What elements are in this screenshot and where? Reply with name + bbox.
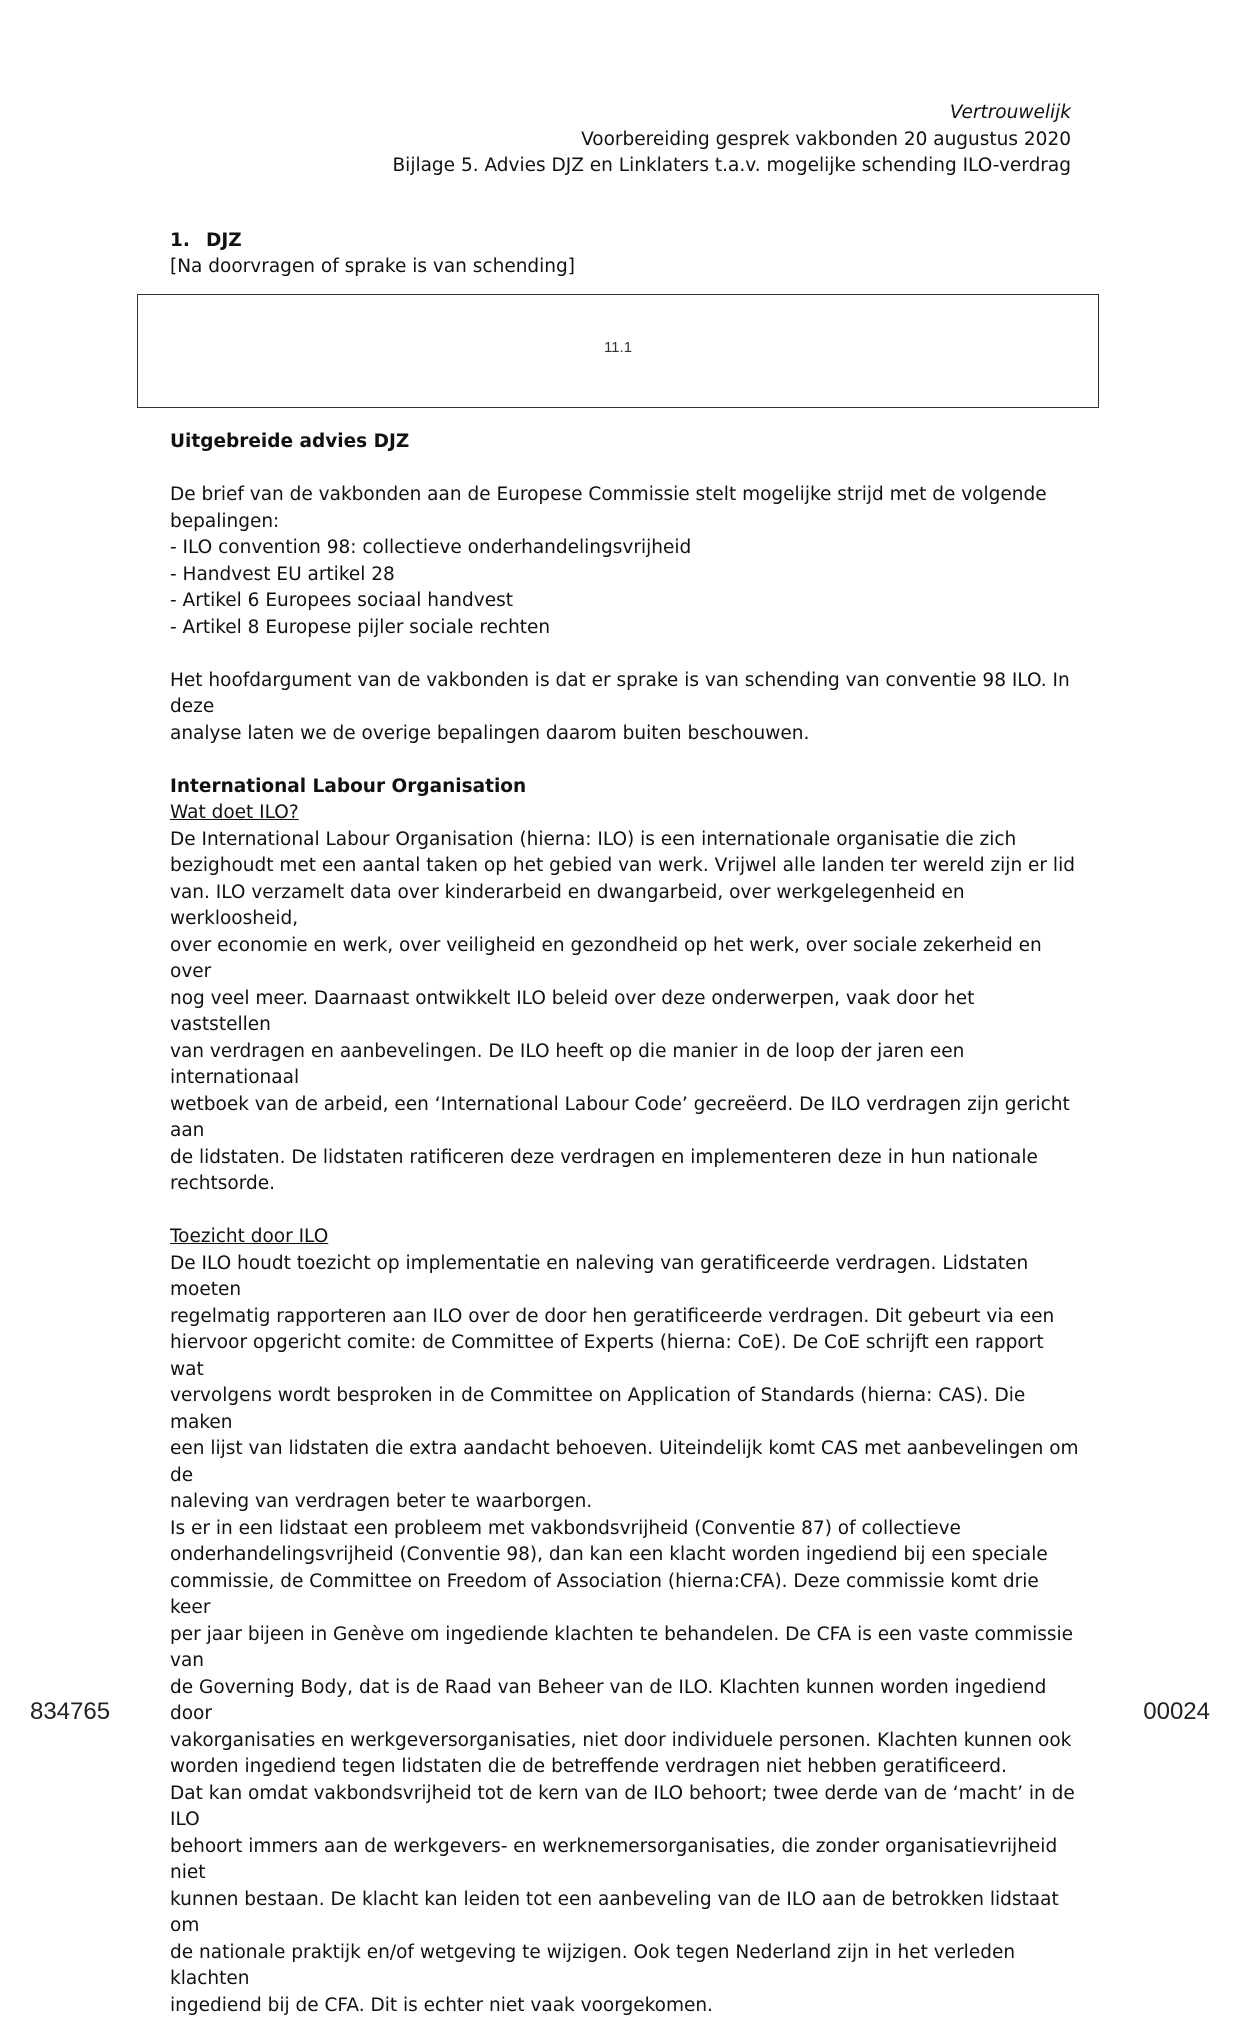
paragraph-line: van. ILO verzamelt data over kinderarbeid en dwangarbeid, over werkgelegenheid en werkloosheid, xyxy=(170,880,1080,933)
paragraph-line: rechtsorde. xyxy=(170,1171,1080,1198)
provision-item: - Artikel 8 Europese pijler sociale rechten xyxy=(170,615,1080,642)
paragraph-line: van verdragen en aanbevelingen. De ILO heeft op die manier in de loop der jaren een internationaal xyxy=(170,1039,1080,1092)
paragraph-line: regelmatig rapporteren aan ILO over de door hen geratificeerde verdragen. Dit gebeurt via een xyxy=(170,1304,1080,1331)
annex-title: Bijlage 5. Advies DJZ en Linklaters t.a.v. mogelijke schending ILO-verdrag xyxy=(392,153,1071,180)
classification-label: Vertrouwelijk xyxy=(392,100,1071,127)
advice-intro-line: De brief van de vakbonden aan de Europese Commissie stelt mogelijke strijd met de volgende xyxy=(170,482,1080,509)
paragraph-line: Is er in een lidstaat een probleem met vakbondsvrijheid (Conventie 87) of collectieve xyxy=(170,1516,1080,1543)
paragraph-line: behoort immers aan de werkgevers- en werknemersorganisaties, die zonder organisatievrijheid niet xyxy=(170,1834,1080,1887)
paragraph-line: over economie en werk, over veiligheid en gezondheid op het werk, over sociale zekerheid en over xyxy=(170,933,1080,986)
paragraph-line: onderhandelingsvrijheid (Conventie 98), dan kan een klacht worden ingediend bij een speciale xyxy=(170,1542,1080,1569)
redaction-box xyxy=(137,294,1099,408)
document-id: 834765 xyxy=(30,1698,110,1726)
paragraph-line: commissie, de Committee on Freedom of Association (hierna:CFA). Deze commissie komt drie keer xyxy=(170,1569,1080,1622)
main-argument-line: Het hoofdargument van de vakbonden is dat er sprake is van schending van conventie 98 ILO. In deze xyxy=(170,668,1080,721)
paragraph-line: bezighoudt met een aantal taken op het gebied van werk. Vrijwel alle landen ter wereld zijn er lid xyxy=(170,853,1080,880)
paragraph-line: vakorganisaties en werkgeversorganisaties, niet door individuele personen. Klachten kunnen ook xyxy=(170,1728,1080,1755)
paragraph-line: worden ingediend tegen lidstaten die de betreffende verdragen niet hebben geratificeerd. xyxy=(170,1754,1080,1781)
provision-item: - Artikel 6 Europees sociaal handvest xyxy=(170,588,1080,615)
redaction-code: 11.1 xyxy=(138,339,1098,356)
paragraph-line: kunnen bestaan. De klacht kan leiden tot een aanbeveling van de ILO aan de betrokken lidstaat om xyxy=(170,1887,1080,1940)
section-heading xyxy=(170,228,242,254)
advice-heading: Uitgebreide advies DJZ xyxy=(170,429,1080,456)
oversight-heading: Toezicht door ILO xyxy=(170,1224,1080,1251)
paragraph-line: hiervoor opgericht comite: de Committee of Experts (hierna: CoE). De CoE schrijft een rapport wat xyxy=(170,1330,1080,1383)
paragraph-line: Dat kan omdat vakbondsvrijheid tot de kern van de ILO behoort; twee derde van de ‘macht’ in de ILO xyxy=(170,1781,1080,1834)
section-title: DJZ xyxy=(206,230,242,251)
paragraph-line: wetboek van de arbeid, een ‘International Labour Code’ gecreëerd. De ILO verdragen zijn gericht aan xyxy=(170,1092,1080,1145)
provision-item: - ILO convention 98: collectieve onderhandelingsvrijheid xyxy=(170,535,1080,562)
main-argument-line: analyse laten we de overige bepalingen daarom buiten beschouwen. xyxy=(170,721,1080,748)
paragraph-line: vervolgens wordt besproken in de Committee on Application of Standards (hierna: CAS). Die maken xyxy=(170,1383,1080,1436)
paragraph-line: de nationale praktijk en/of wetgeving te wijzigen. Ook tegen Nederland zijn in het verleden klachten xyxy=(170,1940,1080,1993)
paragraph-line: naleving van verdragen beter te waarborgen. xyxy=(170,1489,1080,1516)
page-number: 00024 xyxy=(1143,1698,1210,1726)
advice-intro-line: bepalingen: xyxy=(170,509,1080,536)
document-subject: Voorbereiding gesprek vakbonden 20 augustus 2020 xyxy=(392,127,1071,154)
paragraph-line: de lidstaten. De lidstaten ratificeren deze verdragen en implementeren deze in hun nationale xyxy=(170,1145,1080,1172)
document-header xyxy=(392,100,1071,180)
what-heading: Wat doet ILO? xyxy=(170,800,1080,827)
ilo-heading: International Labour Organisation xyxy=(170,774,1080,801)
paragraph-line: per jaar bijeen in Genève om ingediende klachten te behandelen. De CFA is een vaste commissie van xyxy=(170,1622,1080,1675)
paragraph-line: nog veel meer. Daarnaast ontwikkelt ILO beleid over deze onderwerpen, vaak door het vaststellen xyxy=(170,986,1080,1039)
paragraph-line: De International Labour Organisation (hierna: ILO) is een internationale organisatie die zich xyxy=(170,827,1080,854)
paragraph-line: een lijst van lidstaten die extra aandacht behoeven. Uiteindelijk komt CAS met aanbevelingen om de xyxy=(170,1436,1080,1489)
paragraph-line: De ILO houdt toezicht op implementatie en naleving van geratificeerde verdragen. Lidstaten moeten xyxy=(170,1251,1080,1304)
section-number: 1. xyxy=(170,228,206,254)
section-note: [Na doorvragen of sprake is van schending] xyxy=(170,254,575,280)
document-body xyxy=(170,429,1080,2019)
paragraph-line: de Governing Body, dat is de Raad van Beheer van de ILO. Klachten kunnen worden ingediend door xyxy=(170,1675,1080,1728)
provision-item: - Handvest EU artikel 28 xyxy=(170,562,1080,589)
paragraph-line: ingediend bij de CFA. Dit is echter niet vaak voorgekomen. xyxy=(170,1993,1080,2019)
